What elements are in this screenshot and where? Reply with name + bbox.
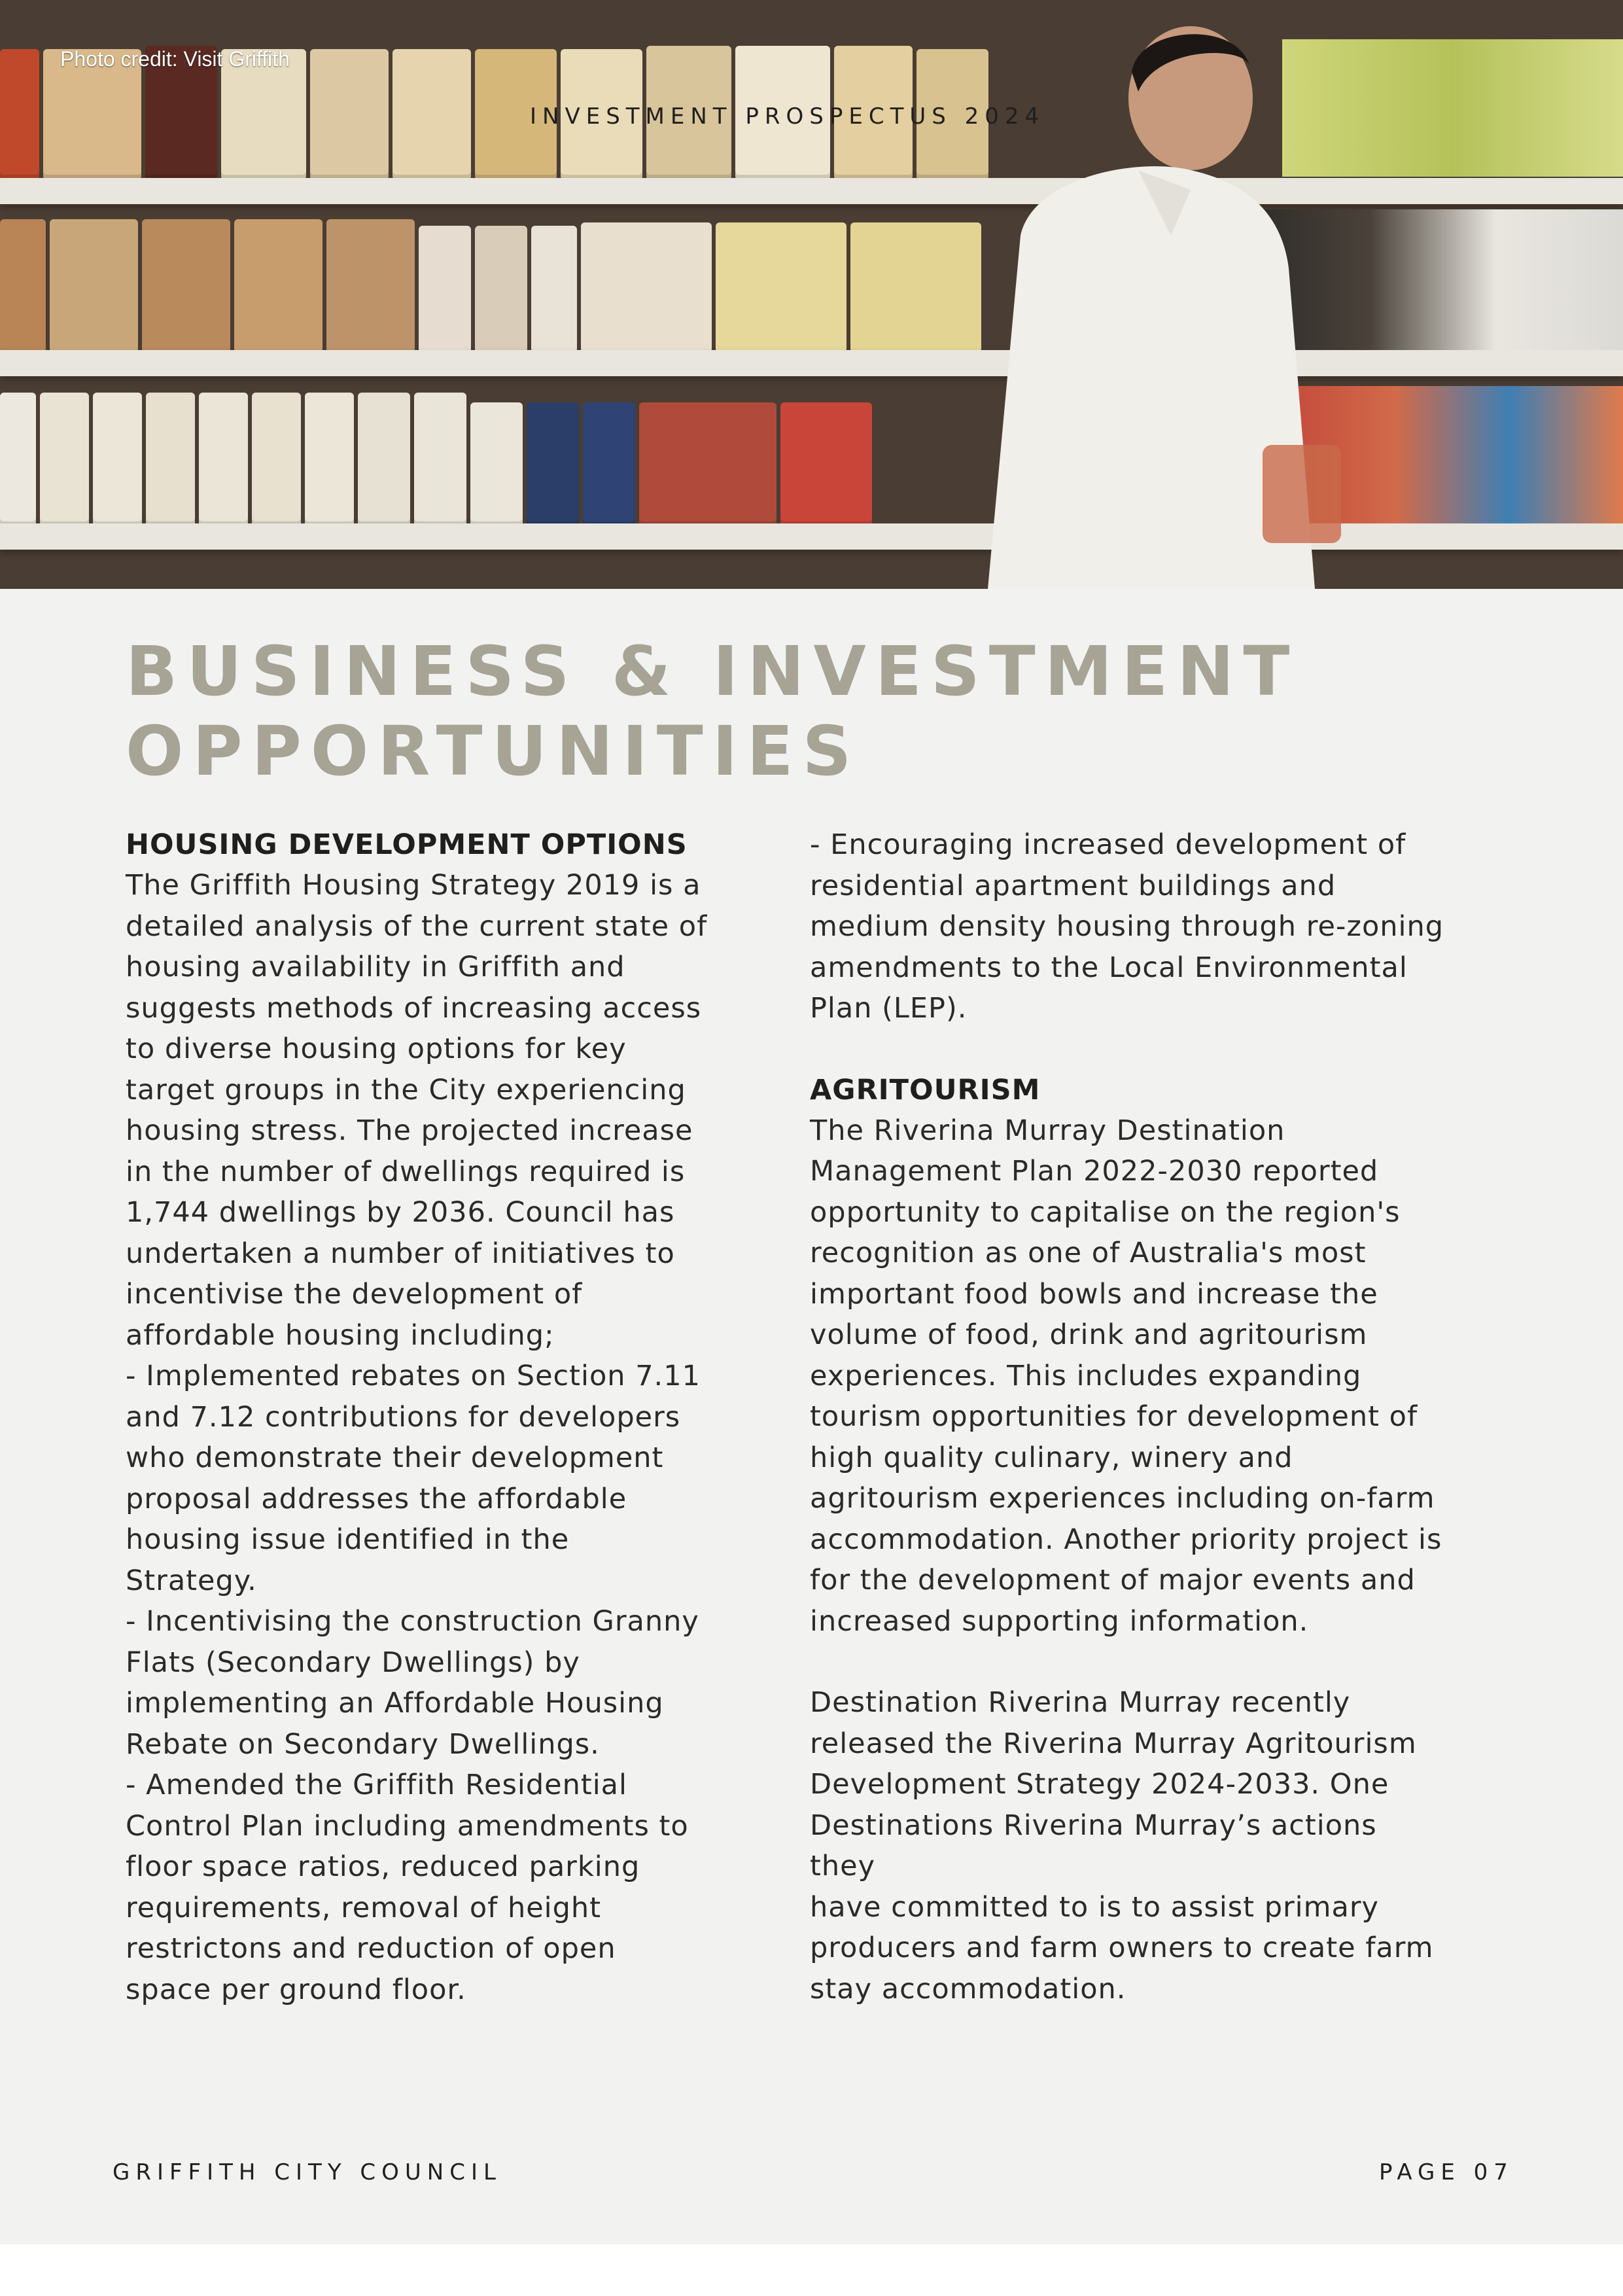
shelf-products-row-2	[0, 209, 994, 357]
housing-body: The Griffith Housing Strategy 2019 is a detailed analysis of the current state of housing availability in Griffith and suggests methods of increasing access to diverse housing options for key target groups in the City experiencing housing stress. The projected increase in the number of dwellings required is 1,744 dwellings by 2036. Council has undertaken a number of initiatives to incentivise the development of affordable housing including; - Implemented rebates on Section 7.11 and 7.12 contributions for developers who demonstrate their development proposal addresses the affordable housing issue identified in the Strategy. - Incentivising the construction Granny Flats (Secondary Dwellings) by implementing an Affordable Housing Rebate on Secondary Dwellings. - Amended the Griffith Residential Control Plan including amendments to floor space ratios, reduced parking requirements, removal of height restrictons and reduction of open space per ground floor.	[126, 869, 708, 2006]
shelf	[0, 523, 1623, 550]
agritourism-body-2: Destination Riverina Murray recently released the Riverina Murray Agritourism Development Strategy 2024-2033. One Destinations Riverina Murray’s actions they have committed to is to assist primary producers and farm owners to create farm stay accommodation.	[810, 1686, 1434, 2005]
footer-page-number: PAGE 07	[1379, 2159, 1514, 2185]
shelf-products-row-3	[0, 383, 994, 527]
document-title: INVESTMENT PROSPECTUS 2024	[530, 103, 1045, 130]
footer-organisation: GRIFFITH CITY COUNCIL	[113, 2159, 502, 2185]
agritourism-body-1: The Riverina Murray Destination Management Plan 2022-2030 reported opportunity to capitalise on the region's recognition as one of Australia's most important food bowls and increase the volume of food, drink and agritourism experiences. This includes expanding tourism opportunities for development of high quality culinary, winery and agritourism experiences including on-farm accommodation. Another priority project is for the development of major events and increased supporting information.	[810, 1114, 1442, 1638]
page-bottom-band	[0, 2244, 1623, 2296]
hero-photo	[0, 0, 1623, 589]
photo-credit: Photo credit: Visit Griffith	[60, 47, 290, 71]
section-title-housing: HOUSING DEVELOPMENT OPTIONS	[126, 828, 688, 861]
left-column	[126, 824, 767, 2010]
shelf	[0, 350, 1623, 376]
page-heading-line-2: OPPORTUNITIES	[126, 711, 861, 791]
housing-continued: - Encouraging increased development of residential apartment buildings and medium density housing through re-zoning amendments to the Local Environmental Plan (LEP).	[810, 828, 1444, 1025]
section-title-agritourism: AGRITOURISM	[810, 1073, 1041, 1106]
page-heading	[126, 631, 1499, 791]
shelf	[0, 178, 1623, 204]
right-column	[810, 824, 1451, 2009]
page-heading-line-1: BUSINESS & INVESTMENT	[126, 631, 1299, 711]
